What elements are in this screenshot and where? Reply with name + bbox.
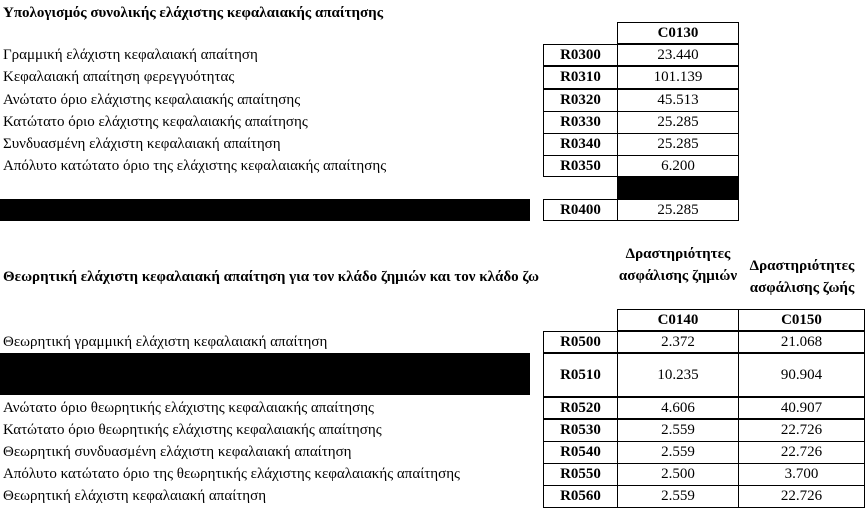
col-header-c0150: C0150 (738, 309, 865, 331)
row-code: R0520 (543, 397, 618, 419)
row-code: R0560 (543, 485, 618, 508)
row-label: Θεωρητική γραμμική ελάχιστη κεφαλαιακή απαίτηση (3, 334, 328, 350)
total-value: 25.285 (617, 199, 739, 221)
row-value-c0150: 3.700 (738, 463, 865, 486)
row-label: Ανώτατο όριο θεωρητικής ελάχιστης κεφαλαιακής απαίτησης (3, 400, 374, 416)
row-value-c0150: 22.726 (738, 419, 865, 442)
row-code: R0550 (543, 463, 618, 486)
row-label: Θεωρητική συνδυασμένη ελάχιστη κεφαλαιακή απαίτηση (3, 444, 352, 460)
row-code: R0330 (543, 111, 618, 134)
redacted-header: C0130 (617, 177, 739, 199)
row-value: 23.440 (617, 44, 739, 66)
row-label: Κατώτατο όριο θεωρητικής ελάχιστης κεφαλαιακής απαίτησης (3, 422, 382, 438)
row-code: R0540 (543, 441, 618, 464)
row-label: Γραμμική ελάχιστη κεφαλαιακή απαίτηση (3, 47, 258, 63)
row-label: Απόλυτο κατώτατο όριο της ελάχιστης κεφαλαιακής απαίτησης (3, 158, 387, 174)
row-value-c0140: 10.235 (617, 353, 739, 397)
row-value-c0150: 21.068 (738, 331, 865, 353)
col-header-c0130: C0130 (617, 22, 739, 44)
row-code: R0340 (543, 133, 618, 156)
row-value-c0140: 2.559 (617, 485, 739, 508)
row-value-c0140: 2.559 (617, 419, 739, 442)
row-label: Συνδυασμένη ελάχιστη κεφαλαιακή απαίτηση (3, 136, 281, 152)
row-value: 101.139 (617, 66, 739, 89)
row-label: Κεφαλαιακή απαίτηση φερεγγυότητας (3, 69, 235, 85)
row-value-c0140: 2.500 (617, 463, 739, 486)
section1-title: Υπολογισμός συνολικής ελάχιστης κεφαλαιακής απαίτησης (3, 5, 384, 21)
row-code: R0500 (543, 331, 618, 353)
row-code: R0300 (543, 44, 618, 66)
row-label: Ανώτατο όριο ελάχιστης κεφαλαιακής απαίτησης (3, 92, 301, 108)
col2-header: Δραστηριότητες ασφάλισης ζωής (749, 258, 855, 296)
total-label-redacted: Ελάχιστη κεφαλαιακή απαίτηση (0, 199, 530, 221)
section2-title: Θεωρητική ελάχιστη κεφαλαιακή απαίτηση για τον κλάδο ζημιών και τον κλάδο ζω (3, 269, 540, 285)
row-code: R0350 (543, 155, 618, 177)
row-value-c0140: 2.372 (617, 331, 739, 353)
row-code: R0310 (543, 66, 618, 89)
row-value-c0140: 2.559 (617, 441, 739, 464)
row-code: R0320 (543, 89, 618, 112)
row-code: R0510 (543, 353, 618, 397)
row-value-c0140: 4.606 (617, 397, 739, 419)
row-value-c0150: 22.726 (738, 441, 865, 464)
col1-header: Δραστηριότητες ασφάλισης ζημιών (618, 246, 738, 284)
row-value: 25.285 (617, 133, 739, 156)
row-label: Απόλυτο κατώτατο όριο της θεωρητικής ελάχιστης κεφαλαιακής απαίτησης (3, 466, 460, 482)
row-value-c0150: 22.726 (738, 485, 865, 508)
total-code: R0400 (543, 199, 618, 221)
row-value: 6.200 (617, 155, 739, 177)
row-value: 25.285 (617, 111, 739, 134)
row-label-redacted: Θεωρητική κεφαλαιακή απαίτηση φερεγγυότητας, εξαιρουμένων πρόσθετων κεφαλαιακών απαιτήσεων (ετήσιος ή πιο πρόσφατος υπολογισμός) (0, 353, 530, 395)
row-value: 45.513 (617, 89, 739, 112)
row-value-c0150: 90.904 (738, 353, 865, 397)
col-header-c0140: C0140 (617, 309, 739, 331)
row-code: R0530 (543, 419, 618, 442)
row-label: Κατώτατο όριο ελάχιστης κεφαλαιακής απαίτησης (3, 114, 308, 130)
row-value-c0150: 40.907 (738, 397, 865, 419)
row-label: Θεωρητική ελάχιστη κεφαλαιακή απαίτηση (3, 488, 267, 504)
